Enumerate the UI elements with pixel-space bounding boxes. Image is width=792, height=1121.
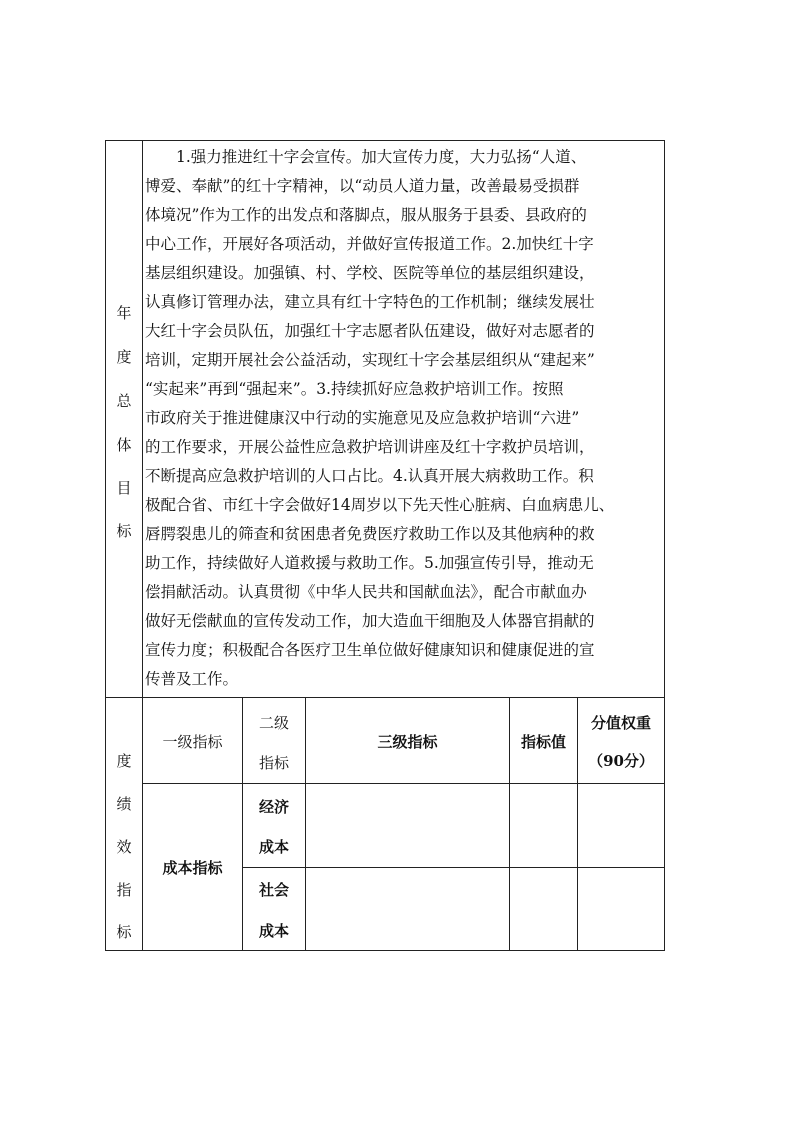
- annual-goal-line: 体境况”作为工作的出发点和落脚点，服从服务于县委、县政府的: [145, 206, 587, 224]
- section-divider: [105, 697, 664, 698]
- annual-goal-line: 助工作，持续做好人道救援与救助工作。5.加强宣传引导，推动无: [145, 554, 594, 572]
- annual-goal-line: 培训，定期开展社会公益活动，实现红十字会基层组织从“建起来”: [145, 351, 595, 369]
- annual-goal-line: 1.强力推进红十字会宣传。加大宣传力度，大力弘扬“人道、: [145, 148, 587, 166]
- header-level3: 三级指标: [377, 733, 438, 751]
- annual-goal-line: 基层组织建设。加强镇、村、学校、医院等单位的基层组织建设，: [145, 264, 595, 282]
- performance-label-char: 标: [116, 923, 132, 941]
- annual-goal-line: 中心工作，开展好各项活动，并做好宣传报道工作。2.加快红十字: [145, 235, 594, 253]
- annual-goal-line: 认真修订管理办法，建立具有红十字特色的工作机制；继续发展壮: [145, 293, 595, 311]
- annual-goal-label-char: 度: [116, 348, 132, 366]
- annual-goal-label-char: 年: [116, 304, 132, 322]
- level1-column-divider: [242, 697, 243, 951]
- annual-goal-label-char: 目: [116, 479, 132, 497]
- performance-label-char: 度: [116, 752, 132, 770]
- annual-goal-label-char: 体: [116, 436, 132, 454]
- table-top-border: [105, 140, 664, 141]
- header-level1: 一级指标: [162, 733, 223, 751]
- header-row-bottom: [142, 783, 664, 784]
- header-indicator-value: 指标值: [520, 733, 566, 751]
- social-cost-line2: 成本: [258, 922, 289, 940]
- annual-goal-line: 唇腭裂患儿的筛查和贫困患者免费医疗救助工作以及其他病种的救: [145, 525, 595, 543]
- annual-goal-label-char: 标: [116, 522, 132, 540]
- annual-goal-line: 的工作要求，开展公益性应急救护培训讲座及红十字救护员培训，: [145, 438, 595, 456]
- value-column-divider: [577, 697, 578, 951]
- social-cost-line1: 社会: [258, 881, 289, 899]
- header-weight-line1: 分值权重: [590, 714, 651, 732]
- annual-goal-line: 极配合省、市红十字会做好14周岁以下先天性心脏病、白血病患儿、: [145, 496, 615, 514]
- annual-goal-line: 做好无偿献血的宣传发动工作，加大造血干细胞及人体器官捐献的: [145, 612, 595, 630]
- performance-label-char: 效: [116, 838, 132, 856]
- table-left-border: [105, 140, 106, 951]
- annual-goal-line: “实起来”再到“强起来”。3.持续抓好应急救护培训工作。按照: [145, 380, 564, 398]
- annual-goal-line: 市政府关于推进健康汉中行动的实施意见及应急救护培训“六进”: [145, 409, 580, 427]
- annual-goal-line: 宣传力度；积极配合各医疗卫生单位做好健康知识和健康促进的宣: [145, 641, 595, 659]
- performance-label-char: 绩: [116, 795, 132, 813]
- economic-cost-line1: 经济: [258, 798, 289, 816]
- cost-indicator-label: 成本指标: [162, 859, 223, 877]
- header-weight-line2: （90分）: [588, 752, 654, 770]
- performance-label-char: 指: [116, 881, 132, 899]
- annual-goal-line: 偿捐献活动。认真贯彻《中华人民共和国献血法》，配合市献血办: [145, 583, 587, 601]
- header-level2-line1: 二级: [258, 714, 289, 732]
- annual-goal-line: 传普及工作。: [145, 670, 239, 688]
- label-column-divider: [142, 140, 143, 951]
- annual-goal-line: 不断提高应急救护培训的人口占比。4.认真开展大病救助工作。积: [145, 467, 594, 485]
- table-bottom-border: [105, 950, 664, 951]
- annual-goal-line: 博爱、奉献”的红十字精神，以“动员人道力量，改善最易受损群: [145, 177, 580, 195]
- header-level2-line2: 指标: [258, 754, 289, 772]
- annual-goal-line: 大红十字会员队伍，加强红十字志愿者队伍建设，做好对志愿者的: [145, 322, 595, 340]
- economic-cost-line2: 成本: [258, 838, 289, 856]
- annual-goal-label-char: 总: [116, 392, 132, 410]
- table-right-border: [664, 140, 665, 951]
